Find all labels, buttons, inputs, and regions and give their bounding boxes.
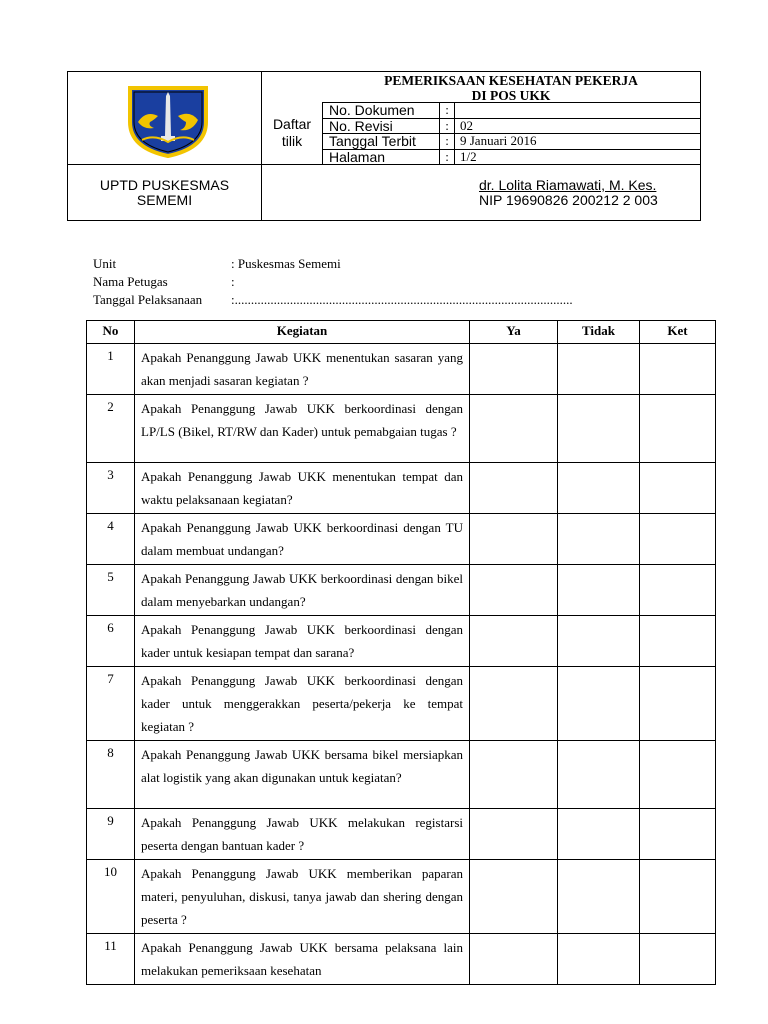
row-number: 3 [87, 463, 135, 514]
meta-colon: : [445, 133, 449, 148]
info-value-tanggal-pelaksanaan: :........................................................................................................ [231, 292, 573, 307]
row-number: 8 [87, 741, 135, 809]
check-cell-ya[interactable] [470, 809, 558, 860]
meta-value-tanggal-terbit: 9 Januari 2016 [460, 133, 537, 148]
meta-label-no-revisi: No. Revisi [329, 118, 393, 134]
info-value-nama-petugas: : [231, 274, 235, 289]
column-header-tidak: Tidak [558, 321, 640, 344]
document-type-line1: Daftar [272, 116, 312, 132]
signer-nip: NIP 19690826 200212 2 003 [479, 192, 658, 208]
row-kegiatan: Apakah Penanggung Jawab UKK melakukan registarsi peserta dengan bantuan kader ? [135, 809, 470, 860]
row-kegiatan: Apakah Penanggung Jawab UKK menentukan tempat dan waktu pelaksanaan kegiatan? [135, 463, 470, 514]
check-cell-ya[interactable] [470, 934, 558, 985]
meta-colon: : [445, 102, 449, 117]
row-number: 4 [87, 514, 135, 565]
check-cell-ya[interactable] [470, 565, 558, 616]
row-kegiatan: Apakah Penanggung Jawab UKK berkoordinasi dengan bikel dalam menyebarkan undangan? [135, 565, 470, 616]
row-kegiatan: Apakah Penanggung Jawab UKK berkoordinasi dengan TU dalam membuat undangan? [135, 514, 470, 565]
check-cell-tidak[interactable] [558, 514, 640, 565]
check-cell-tidak[interactable] [558, 565, 640, 616]
check-cell-ket[interactable] [640, 395, 716, 463]
column-header-kegiatan: Kegiatan [135, 321, 470, 344]
document-signer [479, 178, 658, 208]
check-cell-ket[interactable] [640, 934, 716, 985]
row-kegiatan: Apakah Penanggung Jawab UKK bersama pelaksana lain melakukan pemeriksaan kesehatan [135, 934, 470, 985]
organization-name-line2: SEMEMI [136, 192, 193, 208]
check-cell-ket[interactable] [640, 667, 716, 741]
meta-value-no-revisi: 02 [460, 118, 473, 133]
check-cell-ket[interactable] [640, 565, 716, 616]
meta-colon: : [445, 149, 449, 164]
table-row [87, 860, 716, 934]
row-number: 6 [87, 616, 135, 667]
row-kegiatan: Apakah Penanggung Jawab UKK menentukan sasaran yang akan menjadi sasaran kegiatan ? [135, 344, 470, 395]
row-number: 7 [87, 667, 135, 741]
row-kegiatan: Apakah Penanggung Jawab UKK berkoordinasi dengan kader untuk kesiapan tempat dan sarana? [135, 616, 470, 667]
column-header-ket: Ket [640, 321, 716, 344]
row-number: 2 [87, 395, 135, 463]
check-cell-ket[interactable] [640, 463, 716, 514]
row-number: 11 [87, 934, 135, 985]
check-cell-ket[interactable] [640, 514, 716, 565]
table-row [87, 616, 716, 667]
document-type-line2: tilik [281, 133, 303, 149]
document-type [262, 116, 322, 150]
table-header-row [87, 321, 716, 344]
table-row [87, 565, 716, 616]
row-number: 5 [87, 565, 135, 616]
meta-label-no-dokumen: No. Dokumen [329, 102, 415, 118]
table-row [87, 667, 716, 741]
info-label-nama-petugas: Nama Petugas [93, 274, 168, 289]
row-number: 10 [87, 860, 135, 934]
document-header [67, 71, 701, 221]
check-cell-ket[interactable] [640, 741, 716, 809]
table-row [87, 809, 716, 860]
table-row [87, 934, 716, 985]
document-title-line2: DI POS UKK [471, 88, 551, 103]
table-row [87, 741, 716, 809]
info-label-unit: Unit [93, 256, 117, 271]
check-cell-ket[interactable] [640, 860, 716, 934]
checklist-table [86, 320, 716, 985]
info-label-tanggal-pelaksanaan: Tanggal Pelaksanaan [93, 292, 203, 307]
row-kegiatan: Apakah Penanggung Jawab UKK memberikan paparan materi, penyuluhan, diskusi, tanya jawab dan shering dengan peserta ? [135, 860, 470, 934]
table-row [87, 514, 716, 565]
column-header-ya: Ya [470, 321, 558, 344]
meta-label-halaman: Halaman [329, 149, 386, 165]
row-kegiatan: Apakah Penanggung Jawab UKK berkoordinasi dengan LP/LS (Bikel, RT/RW dan Kader) untuk pemabgaian tugas ? [135, 395, 470, 463]
check-cell-ya[interactable] [470, 667, 558, 741]
check-cell-tidak[interactable] [558, 667, 640, 741]
meta-value-halaman: 1/2 [460, 149, 477, 164]
check-cell-tidak[interactable] [558, 809, 640, 860]
document-title [322, 73, 700, 103]
table-row [87, 344, 716, 395]
row-kegiatan: Apakah Penanggung Jawab UKK berkoordinasi dengan kader untuk menggerakkan peserta/pekerja ke tempat kegiatan ? [135, 667, 470, 741]
check-cell-ya[interactable] [470, 616, 558, 667]
document-title-line1: PEMERIKSAAN KESEHATAN PEKERJA [384, 73, 638, 88]
check-cell-tidak[interactable] [558, 463, 640, 514]
row-kegiatan: Apakah Penanggung Jawab UKK bersama bikel mersiapkan alat logistik yang akan digunakan untuk kegiatan? [135, 741, 470, 809]
table-row [87, 463, 716, 514]
meta-colon: : [445, 118, 449, 133]
check-cell-ya[interactable] [470, 344, 558, 395]
check-cell-ket[interactable] [640, 616, 716, 667]
check-cell-tidak[interactable] [558, 344, 640, 395]
meta-label-tanggal-terbit: Tanggal Terbit [329, 133, 416, 149]
check-cell-ya[interactable] [470, 860, 558, 934]
check-cell-ket[interactable] [640, 344, 716, 395]
check-cell-ya[interactable] [470, 395, 558, 463]
organization-name [68, 178, 261, 208]
check-cell-tidak[interactable] [558, 616, 640, 667]
column-header-no: No [87, 321, 135, 344]
check-cell-ya[interactable] [470, 741, 558, 809]
check-cell-tidak[interactable] [558, 741, 640, 809]
check-cell-tidak[interactable] [558, 395, 640, 463]
check-cell-tidak[interactable] [558, 934, 640, 985]
table-row [87, 395, 716, 463]
organization-name-line1: UPTD PUSKESMAS [99, 177, 230, 193]
check-cell-ya[interactable] [470, 463, 558, 514]
row-number: 9 [87, 809, 135, 860]
check-cell-tidak[interactable] [558, 860, 640, 934]
signer-name: dr. Lolita Riamawati, M. Kes. [479, 177, 657, 193]
info-value-unit: : Puskesmas Sememi [231, 256, 341, 271]
check-cell-ya[interactable] [470, 514, 558, 565]
check-cell-ket[interactable] [640, 809, 716, 860]
city-emblem-logo [124, 82, 212, 158]
row-number: 1 [87, 344, 135, 395]
